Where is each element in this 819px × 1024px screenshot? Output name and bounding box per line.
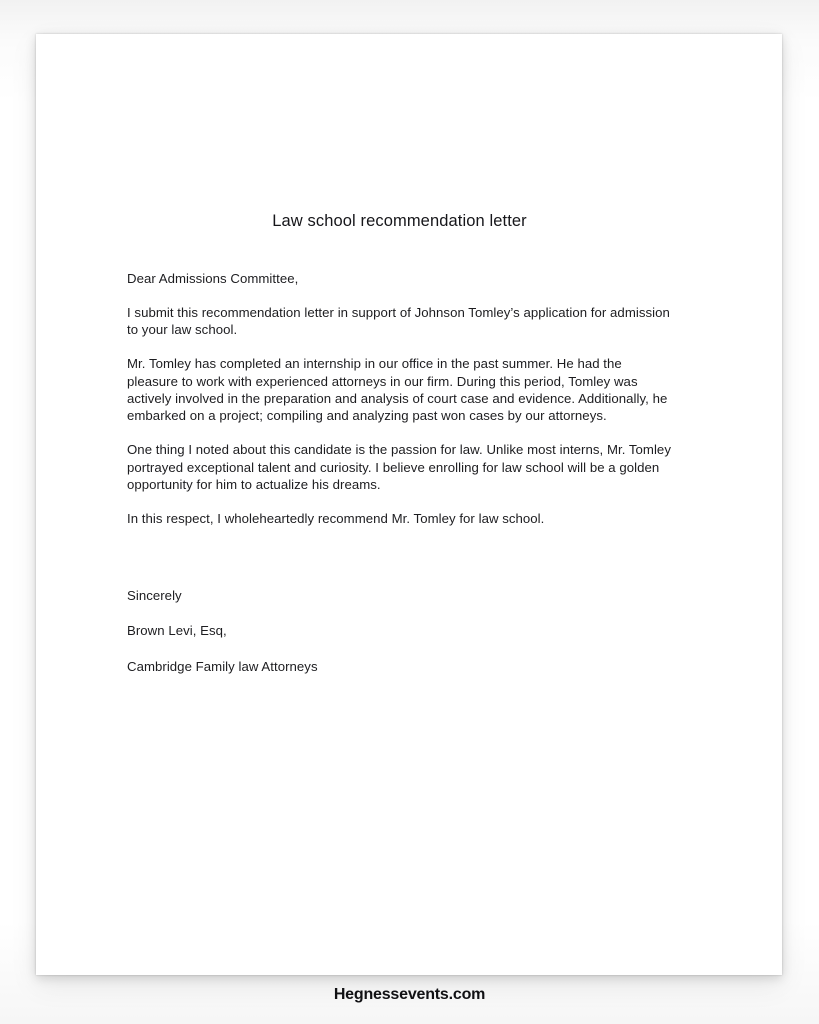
signature-organization: Cambridge Family law Attorneys	[127, 658, 318, 674]
salutation: Dear Admissions Committee,	[127, 271, 299, 286]
site-name: Hegnessevents.com	[333, 986, 486, 1003]
page-title: Law school recommendation letter	[272, 212, 527, 230]
signature-name: Brown Levi, Esq,	[127, 623, 227, 639]
paragraph-4: In this respect, I wholeheartedly recommend Mr. Tomley for law school.	[127, 511, 545, 527]
signature-block	[127, 587, 672, 675]
paragraph-1: I submit this recommendation letter in support of Johnson Tomley’s application for admission to your law school.	[127, 304, 670, 338]
document-page	[36, 34, 782, 975]
paragraph-2: Mr. Tomley has completed an internship in our office in the past summer. He had the pleasure to work with experienced attorneys in our firm. During this period, Tomley was actively involved in the preparation and analysis of court case and evidence. Additionally, he embarked on a project; compiling and analyzing past won cases by our attorneys.	[127, 356, 668, 424]
paragraph-3: One thing I noted about this candidate is the passion for law. Unlike most interns, Mr. Tomley portrayed exceptional talent and curiosity. I believe enrolling for law school will be a golden opportunity for him to actualize his dreams.	[127, 442, 671, 493]
signature-closing: Sincerely	[127, 588, 182, 603]
footer-watermark	[0, 986, 819, 1004]
letter-text-block	[127, 270, 672, 543]
